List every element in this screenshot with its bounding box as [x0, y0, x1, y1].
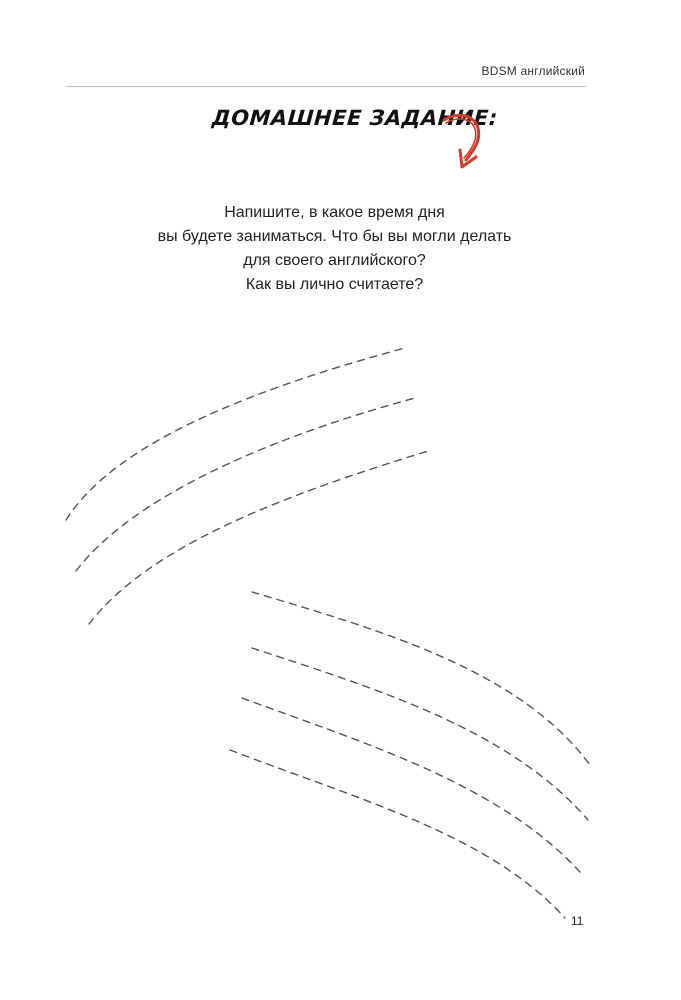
- writing-line-lower-1: [252, 592, 590, 765]
- writing-line-upper-3: [89, 451, 428, 624]
- prompt-line: вы будете заниматься. Что бы вы могли делать: [157, 228, 512, 245]
- prompt-line: для своего английского?: [243, 252, 426, 269]
- writing-line-upper-1: [66, 348, 405, 520]
- page-title: ДОМАШНЕЕ ЗАДАНИЕ:: [211, 106, 499, 130]
- prompt-line: Напишите, в какое время дня: [224, 204, 445, 221]
- writing-line-lower-3: [242, 698, 580, 872]
- writing-line-lower-4: [230, 750, 565, 918]
- writing-line-lower-2: [252, 648, 588, 820]
- prompt-line: Как вы лично считаете?: [245, 276, 424, 293]
- running-title: BDSM английский: [481, 64, 585, 78]
- page-number: 11: [571, 914, 584, 928]
- writing-line-upper-2: [76, 398, 415, 571]
